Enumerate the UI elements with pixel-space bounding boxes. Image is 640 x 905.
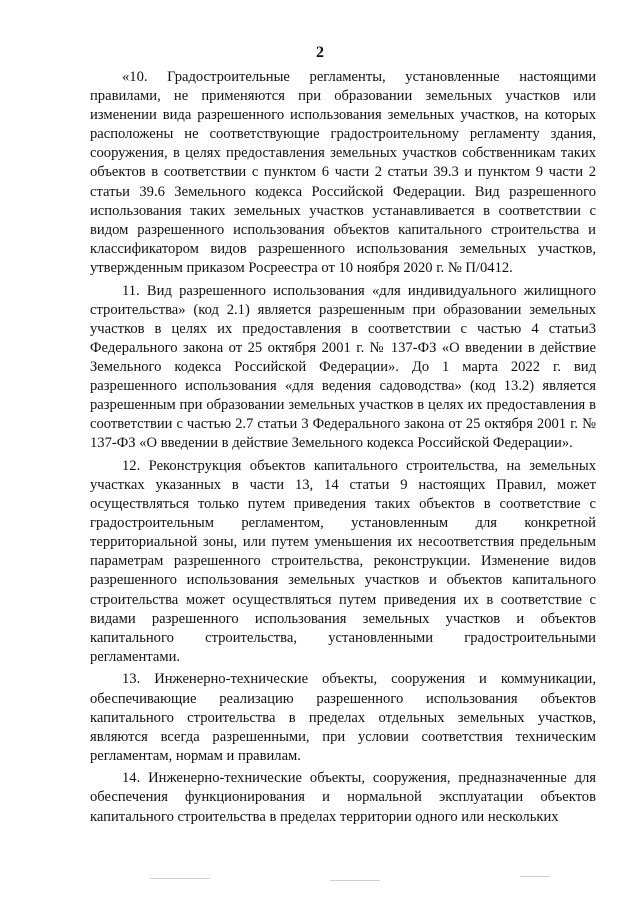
scan-dash — [150, 878, 210, 879]
scan-edge-artifact — [0, 870, 640, 890]
scan-dash — [520, 876, 550, 877]
scan-dash — [330, 880, 380, 881]
document-body — [90, 68, 596, 830]
paragraph-10: «10. Градостроительные регламенты, установленные настоящими правилами, не применяются при образовании земельных участков или изменении вида разрешенного использования земельных участков, на которых расположены не соответствующие градостроительному регламенту здания, сооружения, в целях предоставления земельных участков собственникам таких объектов в соответствии с пунктом 6 части 2 статьи 39.3 и пунктом 9 части 2 статьи 39.6 Земельного кодекса Российской Федерации. Вид разрешенного использования таких земельных участков устанавливается в соответствии с видом разрешенного использования объектов капитального строительства и классификатором видов разрешенного использования земельных участков, утвержденным приказом Росреестра от 10 ноября 2020 г. № П/0412. — [90, 69, 596, 276]
paragraph-14: 14. Инженерно-технические объекты, сооружения, предназначенные для обеспечения функционирования и нормальной эксплуатации объектов капитального строительства в пределах территории одного или нескольких — [90, 770, 596, 825]
paragraph-12: 12. Реконструкция объектов капитального строительства, на земельных участках указанных в части 13, 14 статьи 9 настоящих Правил, может осуществляться только путем приведения таких объектов в соответствие с градостроительным регламентом, установленным для конкретной территориальной зоны, или путем уменьшения их несоответствия предельным параметрам разрешенного строительства, реконструкции. Изменение видов разрешенного использования земельных участков и объектов капитального строительства может осуществляться путем приведения их в соответствие с видами разрешенного использования земельных участков и объектов капитального строительства, установленными градостроительными регламентами. — [90, 457, 596, 665]
page-number: 2 — [316, 44, 324, 61]
paragraph-13: 13. Инженерно-технические объекты, сооружения и коммуникации, обеспечивающие реализацию разрешенного использования объектов капитального строительства в пределах отдельных земельных участков, являются всегда разрешенными, при условии соответствия техническим регламентам, нормам и правилам. — [90, 671, 596, 764]
paragraph-11: 11. Вид разрешенного использования «для индивидуального жилищного строительства» (код 2.1) является разрешенным при образовании земельных участков в целях их предоставления в соответствии с частью 4 статьи3 Федерального закона от 25 октября 2001 г. № 137-ФЗ «О введении в действие Земельного кодекса Российской Федерации». До 1 марта 2022 г. вид разрешенного использования «для ведения садоводства» (код 13.2) является разрешенным при образовании земельных участков в целях их предоставления в соответствии с частью 2.7 статьи 3 Федерального закона от 25 октября 2001 г. № 137-ФЗ «О введении в действие Земельного кодекса Российской Федерации». — [90, 282, 596, 452]
